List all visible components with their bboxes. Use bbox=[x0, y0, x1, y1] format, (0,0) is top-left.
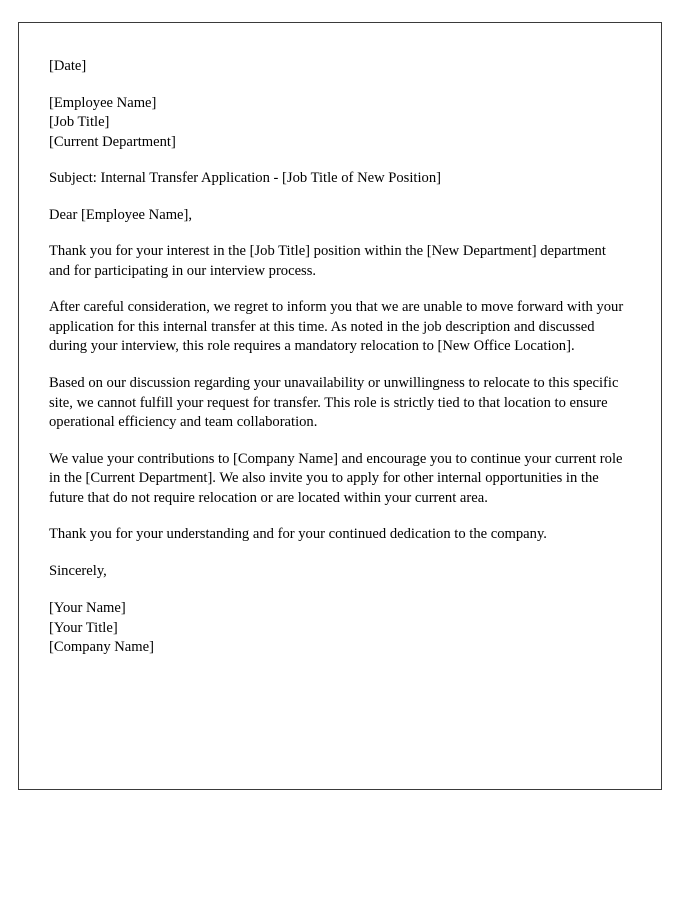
signature-block bbox=[49, 599, 627, 658]
body-paragraph-1: Thank you for your interest in the [Job Title] position within the [New Department] department and for participating in our interview process. bbox=[49, 243, 606, 279]
body-paragraph-3: Based on our discussion regarding your unavailability or unwillingness to relocate to this specific site, we cannot fulfill your request for transfer. This role is strictly tied to that location to ensure operational efficiency and team collaboration. bbox=[49, 375, 619, 431]
recipient-department: [Current Department] bbox=[49, 133, 176, 150]
recipient-job-title: [Job Title] bbox=[49, 114, 110, 131]
recipient-name: [Employee Name] bbox=[49, 94, 157, 111]
salutation: Dear [Employee Name], bbox=[49, 206, 193, 223]
closing: Sincerely, bbox=[49, 562, 107, 579]
subject-line: Subject: Internal Transfer Application - [Job Title of New Position] bbox=[49, 170, 441, 187]
date-line: [Date] bbox=[49, 58, 87, 74]
body-paragraph-5: Thank you for your understanding and for your continued dedication to the company. bbox=[49, 526, 547, 543]
letter-frame bbox=[18, 22, 662, 790]
body-paragraph-2: After careful consideration, we regret to inform you that we are unable to move forward with your application for this internal transfer at this time. As noted in the job description and discussed during your interview, this role requires a mandatory relocation to [New Office Location]. bbox=[49, 299, 624, 355]
signer-name: [Your Name] bbox=[49, 600, 126, 617]
body-paragraph-4: We value your contributions to [Company Name] and encourage you to continue your current role in the [Current Department]. We also invite you to apply for other internal opportunities in the future that do not require relocation or are located within your current area. bbox=[49, 450, 623, 506]
recipient-block bbox=[49, 94, 627, 153]
signer-company: [Company Name] bbox=[49, 639, 154, 656]
signer-title: [Your Title] bbox=[49, 619, 118, 636]
letter-body bbox=[49, 57, 627, 658]
